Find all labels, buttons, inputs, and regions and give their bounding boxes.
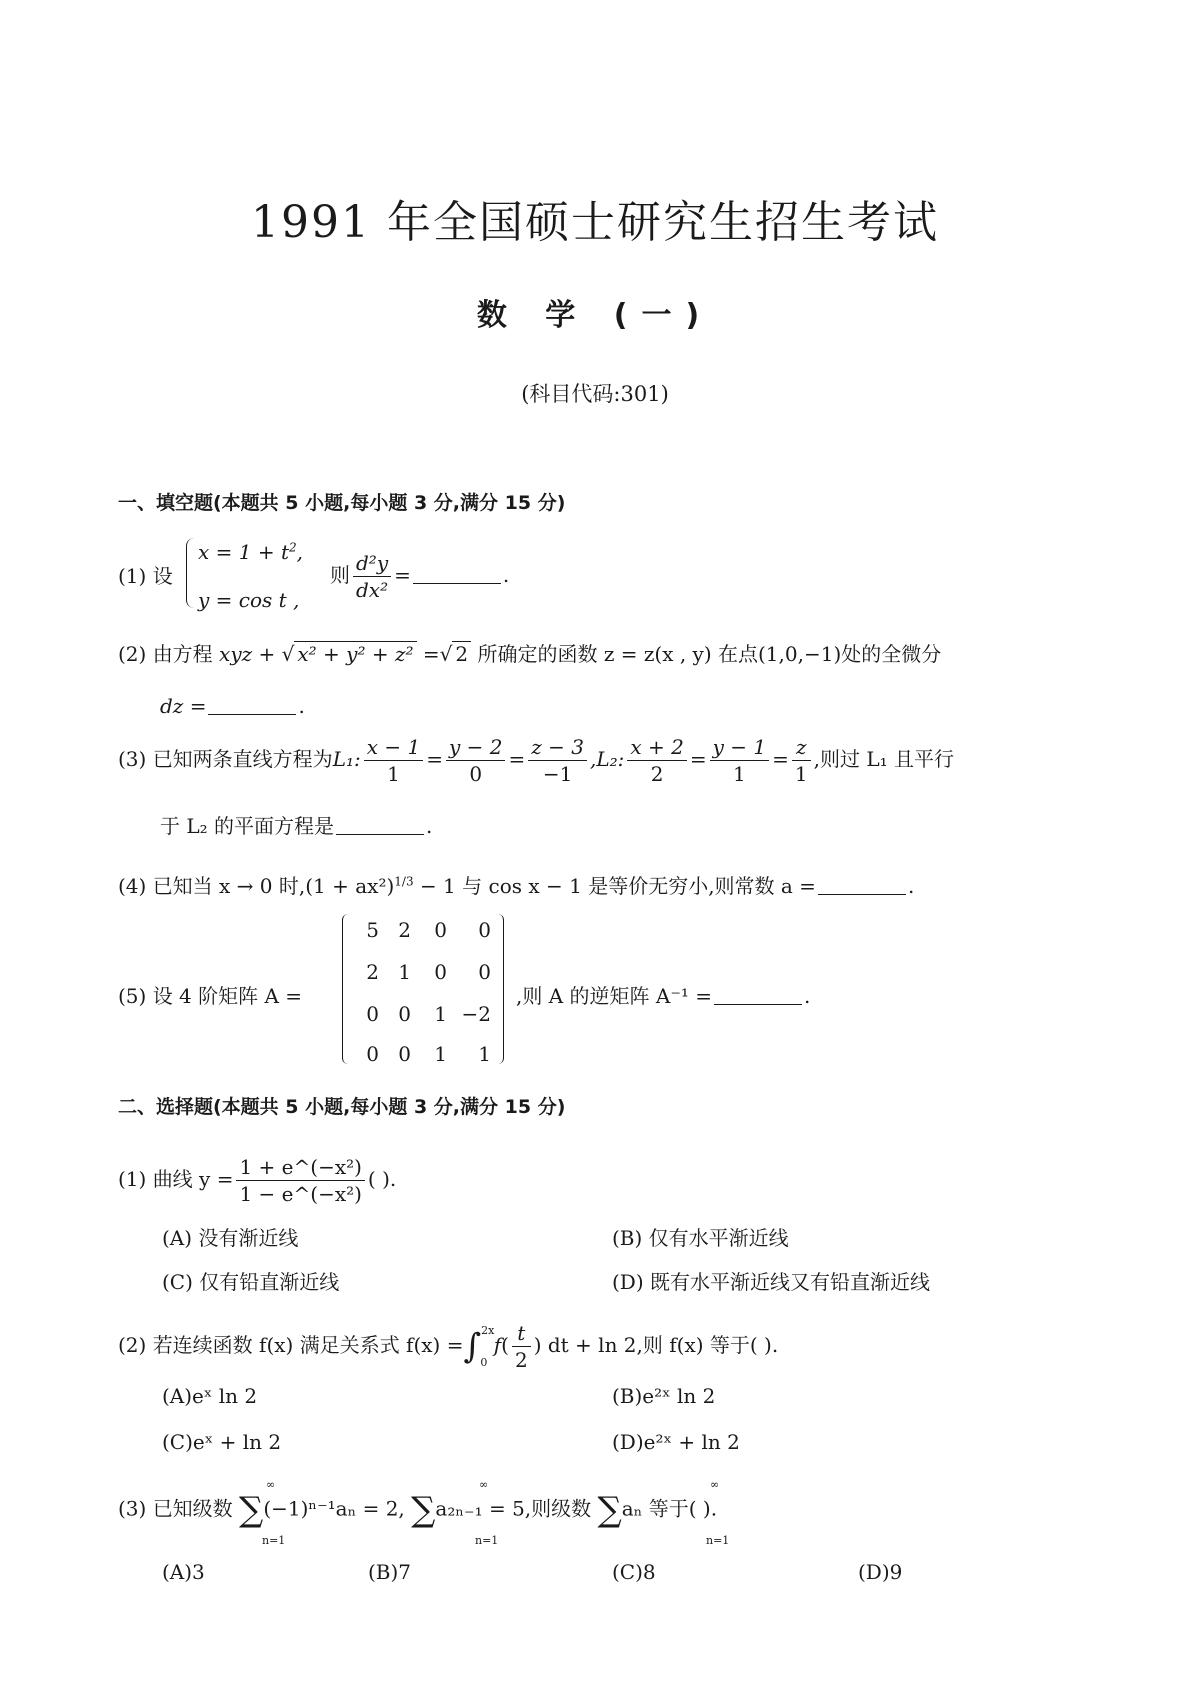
s1-q3-answer-blank[interactable]	[336, 816, 424, 835]
s2-q2-option-a[interactable]: (A)eˣ ln 2	[162, 1384, 258, 1408]
sum2-lower: n=1	[475, 1534, 499, 1547]
s1-q5-tail: ,则 A 的逆矩阵 A⁻¹ = .	[516, 984, 811, 1008]
matrix-cell: 2	[398, 918, 411, 942]
s1-q1-number: (1) 设	[118, 564, 173, 588]
matrix-cell: 0	[366, 1002, 379, 1026]
sum3-lower: n=1	[706, 1534, 730, 1547]
matrix-cell: 2	[366, 960, 379, 984]
s2-q1: (1) 曲线 y = $\frac{\text{1 + e\textasciicircum{}(−x²)}}{\text{1 − e\textasciicircum{}(−x²)}}$ ( ).	[118, 1155, 397, 1206]
sum3-upper: ∞	[710, 1478, 720, 1491]
matrix-cell: 0	[478, 960, 491, 984]
s1-q1-brace	[186, 538, 197, 608]
matrix-cell: 0	[398, 1002, 411, 1026]
s1-q5-answer-blank[interactable]	[714, 986, 802, 1005]
section-2-heading: 二、选择题(本题共 5 小题,每小题 3 分,满分 15 分)	[118, 1096, 566, 1118]
s1-q4: (4) 已知当 x → 0 时$,(1 + ax^2)^{1/3} - 1$ 与 cos x − 1 是等价无穷小,则常数 a = .	[118, 874, 915, 898]
subject-code: (科目代码:301)	[521, 382, 669, 406]
s1-q1-line2: y = cos t ,	[198, 588, 300, 612]
matrix-cell: 1	[434, 1042, 447, 1066]
sum-symbol-1: ∑	[239, 1490, 264, 1530]
s1-q5-matrix	[342, 914, 504, 1064]
sum-symbol-3: ∑	[597, 1490, 622, 1530]
s2-q3-option-b[interactable]: (B)7	[368, 1560, 412, 1584]
sum2-upper: ∞	[479, 1478, 489, 1491]
sum1-lower: n=1	[262, 1534, 286, 1547]
s2-q3: (3) 已知级数 ∑(−1)ⁿ⁻¹aₙ = 2, ∑a₂ₙ₋₁ = 5,则级数 ∑aₙ 等于( ).	[118, 1490, 718, 1530]
matrix-cell: 0	[434, 960, 447, 984]
matrix-cell: 1	[398, 960, 411, 984]
s1-q3-line2: 于 L₂ 的平面方程是 .	[160, 814, 433, 838]
s2-q1-option-a[interactable]: (A) 没有渐近线	[162, 1226, 299, 1250]
s1-q2-line2: dz = .	[160, 694, 305, 718]
matrix-cell: −2	[461, 1002, 491, 1026]
s1-q1-answer-blank[interactable]	[413, 565, 501, 584]
matrix-cell: 1	[478, 1042, 491, 1066]
matrix-cell: 0	[434, 918, 447, 942]
s2-q2-option-d[interactable]: (D)e²ˣ + ln 2	[612, 1430, 740, 1454]
sum1-upper: ∞	[266, 1478, 276, 1491]
s2-q2-option-b[interactable]: (B)e²ˣ ln 2	[612, 1384, 716, 1408]
s2-q1-option-c[interactable]: (C) 仅有铅直渐近线	[162, 1270, 340, 1294]
page-title: 1991 年全国硕士研究生招生考试	[251, 197, 939, 248]
page-subtitle: 数 学 (一)	[476, 298, 714, 333]
s1-q1-derivative: 则 $\frac{\text{d²y}}{\text{dx²}}$ = .	[330, 551, 510, 602]
s2-q3-option-d[interactable]: (D)9	[858, 1560, 903, 1584]
s1-q4-answer-blank[interactable]	[818, 876, 906, 895]
matrix-cell: 1	[434, 1002, 447, 1026]
matrix-cell: 0	[366, 1042, 379, 1066]
s1-q5-label: (5) 设 4 阶矩阵 A =	[118, 984, 303, 1008]
matrix-cell: 0	[478, 918, 491, 942]
sum-symbol-2: ∑	[411, 1490, 436, 1530]
matrix-cell: 0	[398, 1042, 411, 1066]
s1-q2-answer-blank[interactable]	[208, 696, 296, 715]
s1-q1-line1: $x = 1 + t^2$,	[198, 540, 303, 564]
s2-q1-option-d[interactable]: (D) 既有水平渐近线又有铅直渐近线	[612, 1270, 930, 1294]
s2-q2-option-c[interactable]: (C)eˣ + ln 2	[162, 1430, 282, 1454]
matrix-cell: 5	[366, 918, 379, 942]
s2-q3-option-c[interactable]: (C)8	[612, 1560, 656, 1584]
s2-q2: (2) 若连续函数 f(x) 满足关系式 f(x) =∫$^{2x}_0$ f( $\frac{t}{2}$ ) dt + ln 2,则 f(x) 等于( ).	[118, 1321, 779, 1372]
s2-q1-option-b[interactable]: (B) 仅有水平渐近线	[612, 1226, 789, 1250]
s1-q3-line1: (3) 已知两条直线方程为L₁: $\frac{x - 1}{1}$ = $\frac{y - 2}{0}$ = $\frac{z - 3}{-1}$ ,L₂: $\frac{x + 2}{2}$ = $\frac{y - 1}{1}$ = $\frac{z}{1}$ ,则过 L₁ 且平行	[118, 735, 955, 786]
s1-q2-line1: (2) 由方程 xyz + √ x² + y² + z² =√ 2 所确定的函数 z = z(x , y) 在点(1,0,−1)处的全微分	[118, 642, 942, 666]
s2-q3-option-a[interactable]: (A)3	[162, 1560, 205, 1584]
section-1-heading: 一、填空题(本题共 5 小题,每小题 3 分,满分 15 分)	[118, 492, 566, 514]
